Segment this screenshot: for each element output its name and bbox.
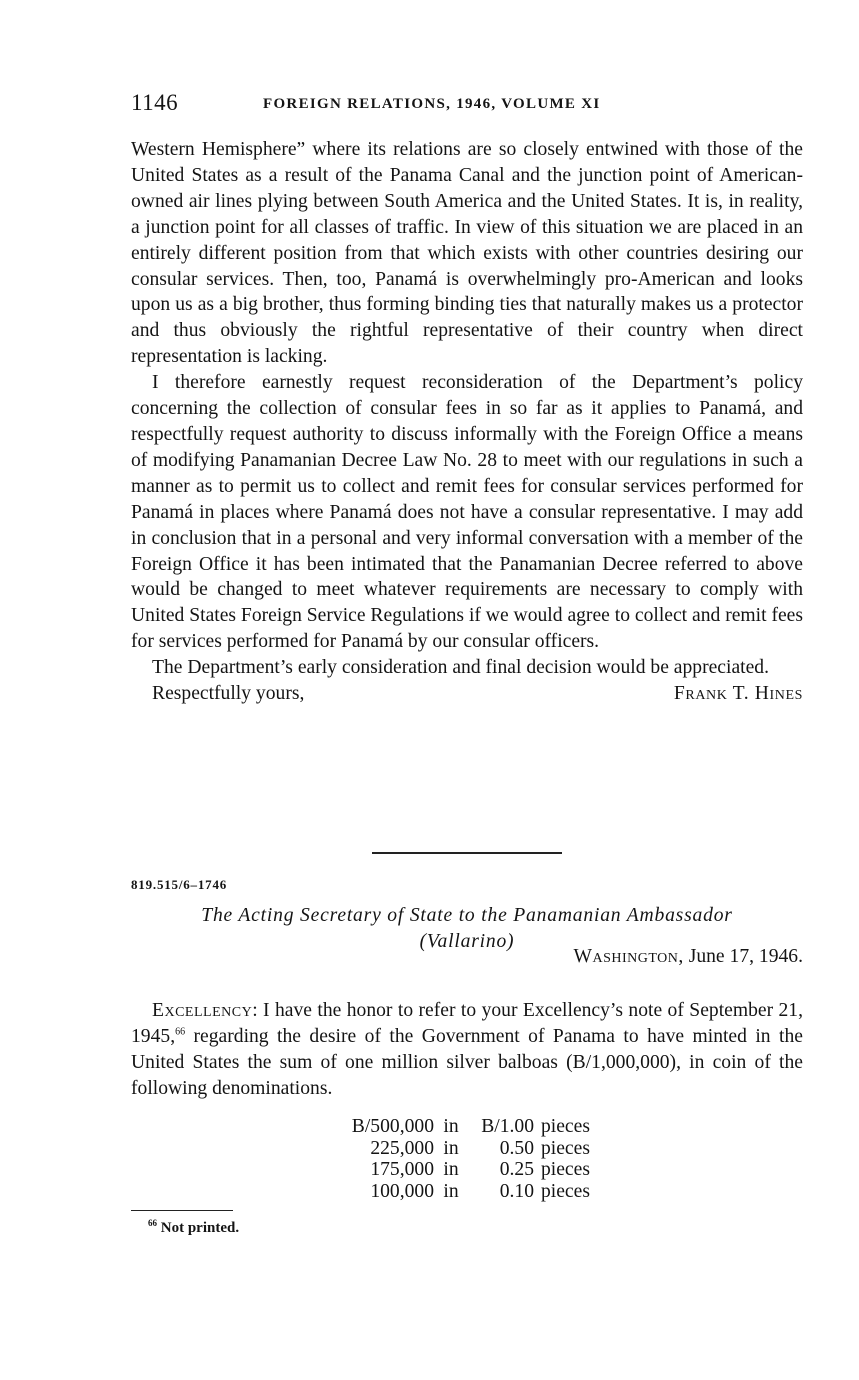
coin-table-row [334,1138,590,1160]
coin-unit-cell: pieces [541,1137,590,1159]
running-head: FOREIGN RELATIONS, 1946, VOLUME XI [263,96,601,112]
footnote-rule [131,1210,233,1211]
coin-unit-cell: pieces [541,1159,590,1180]
coin-table-row [334,1116,590,1138]
coin-table-row [334,1159,590,1181]
page-number: 1146 [131,90,179,115]
document-title-line-1: The Acting Secretary of State to the Panamanian Ambassador [201,905,733,926]
letter-text-part-2: regarding the desire of the Government of Panama to have minted in the United States the sum of one million silver balboas (B/1,000,000), in coin of the following denominations. [131,1025,803,1099]
signature-line [131,681,803,707]
coin-in-cell: in [443,1180,459,1202]
continued-letter [131,137,803,707]
coin-denomination-table [334,1116,590,1202]
paragraph-2: I therefore earnestly request reconsideration of the Department’s policy concerning the collection of consular fees in so far as it applies to Panamá, and respectfully request authority to discuss informally with the Foreign Office a means of modifying Panamanian Decree Law No. 28 to meet with our regulations in such a manner as to permit us to collect and remit fees for consular services performed for Panamá in places where Panamá does not have a consular representative. I may add in conclusion that in a personal and very informal conversation with a member of the Foreign Office it has been intimated that the Panamanian Decree referred to above would be changed to meet whatever requirements are necessary to comply with United States Foreign Service Regulations if we would agree to collect and remit fees for services performed for Panamá by our consular officers. [131,372,803,653]
coin-unit-cell: pieces [541,1116,590,1137]
closing: Respectfully yours, [152,683,305,705]
letter-text-part-1: : I have the honor to refer to your Excellency’s note of September 21, 1945, [131,1000,803,1047]
coin-in-cell: in [443,1159,459,1180]
coin-in-cell: in [443,1137,459,1159]
signature: Frank T. Hines [673,683,803,705]
date: June 17, 1946. [688,946,803,967]
paragraph-3: The Department’s early consideration and final decision would be appreciated. [152,657,769,679]
coin-denomination-cell: 0.25 [499,1159,534,1180]
page-header [131,90,803,122]
footnote-marker: 66 [148,1218,157,1228]
file-number: 819.515/6–1746 [131,877,228,892]
letter-paragraph [131,998,803,1102]
paragraph-1: Western Hemisphere” where its relations are so closely entwined with those of the United States as a result of the Panama Canal and the junction point of American-owned air lines plying between South America and the United States. It is, in reality, a junction point for all classes of traffic. In view of this situation we are placed in an entirely different position from that which exists with other countries desiring our consular services. Then, too, Panamá is overwhelmingly pro-American and looks upon us as a big brother, thus forming binding ties that naturally makes us a protector and thus obviously the rightful representative of their country when direct representation is lacking. [131,139,803,368]
salutation: Excellency [152,1000,253,1021]
document-title-line-2: (Vallarino) [419,930,515,952]
coin-denomination-cell: B/1.00 [481,1116,534,1137]
coin-amount-cell: 175,000 [370,1159,434,1180]
coin-amount-cell: 225,000 [370,1137,434,1159]
place: Washington, [573,946,684,967]
coin-unit-cell: pieces [541,1180,590,1202]
footnote-text: Not printed. [160,1220,240,1236]
coin-table-row [334,1181,590,1203]
place-date [573,946,803,968]
coin-denomination-cell: 0.50 [499,1137,534,1159]
footnote-reference[interactable]: 66 [175,1026,186,1038]
coin-amount-cell: 100,000 [370,1180,434,1202]
footnote [148,1220,239,1237]
section-divider [372,852,562,854]
coin-denomination-cell: 0.10 [499,1180,534,1202]
coin-in-cell: in [443,1116,459,1137]
coin-amount-cell: B/500,000 [351,1116,434,1137]
letter-body [131,998,803,1102]
